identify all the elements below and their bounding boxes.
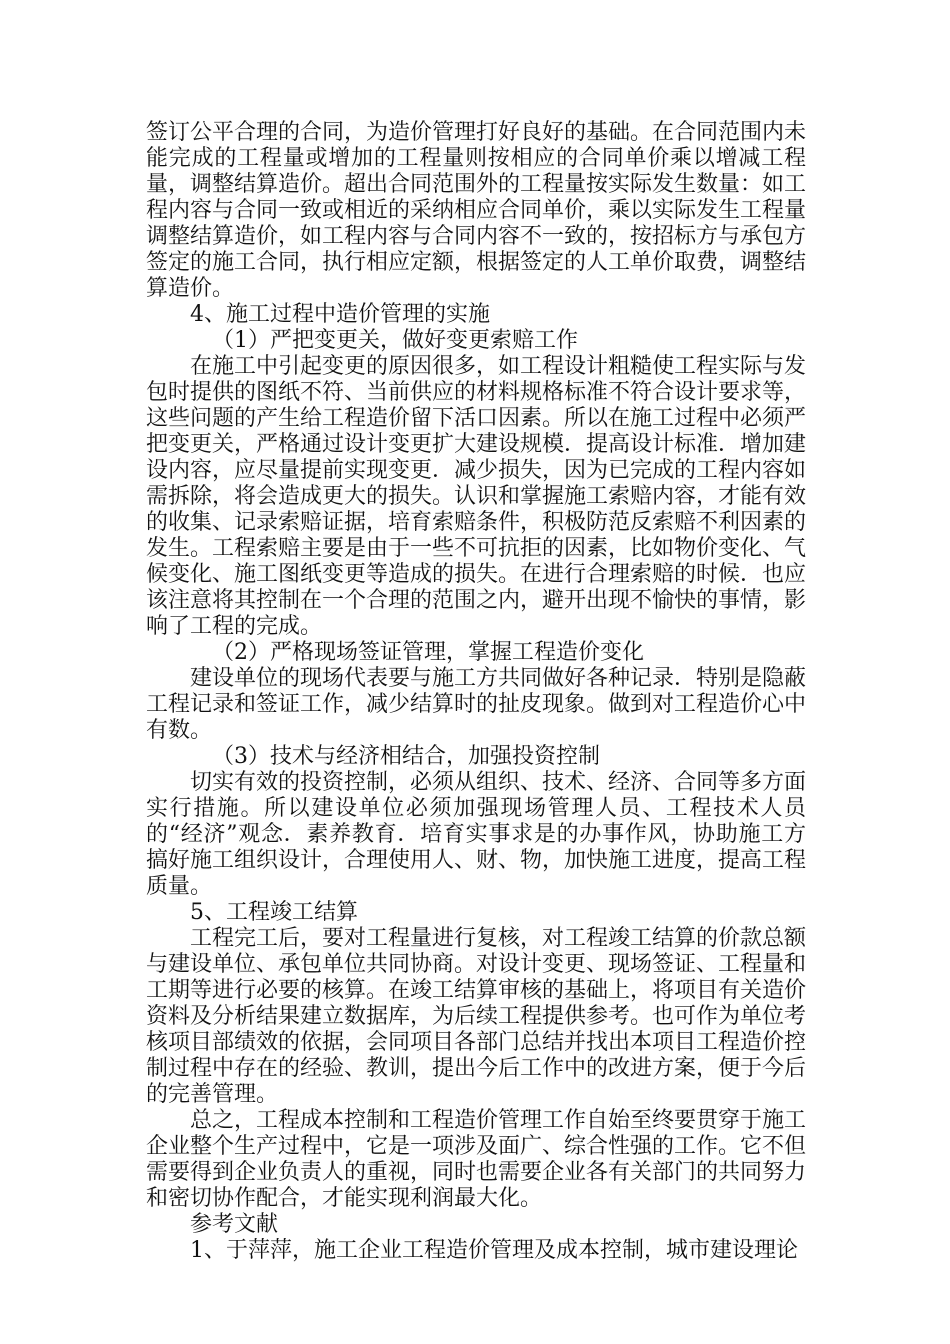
- section-heading-5: 5、工程竣工结算: [190, 900, 358, 925]
- subsection-heading-3: （3）技术与经济相结合，加强投资控制: [212, 744, 600, 769]
- document-body: [146, 120, 806, 1264]
- subsection-heading-2: （2）严格现场签证管理，掌握工程造价变化: [212, 640, 644, 665]
- section-heading-4: 4、施工过程中造价管理的实施: [190, 302, 490, 327]
- reference-item-1: 1、于萍萍，施工企业工程造价管理及成本控制，城市建设理论: [190, 1238, 798, 1263]
- paragraph-change-control: 在施工中引起变更的原因很多，如工程设计粗糙使工程实际与发包时提供的图纸不符、当前供应的材料规格标准不符合设计要求等，这些问题的产生给工程造价留下活口因素。所以在施工过程中必须严把变更关，严格通过设计变更扩大建设规模．提高设计标准．增加建设内容，应尽量提前实现变更．减少损失，因为已完成的工程内容如需拆除，将会造成更大的损失。认识和掌握施工索赔内容，才能有效的收集、记录索赔证据，培育索赔条件，积极防范反索赔不利因素的发生。工程索赔主要是由于一些不可抗拒的因素，比如物价变化、气候变化、施工图纸变更等造成的损失。在进行合理索赔的时候．也应该注意将其控制在一个合理的范围之内，避开出现不愉快的事情，影响了工程的完成。: [146, 354, 807, 639]
- paragraph-final-settlement: 工程完工后，要对工程量进行复核，对工程竣工结算的价款总额与建设单位、承包单位共同协商。对设计变更、现场签证、工程量和工期等进行必要的核算。在竣工结算审核的基础上，将项目有关造价资料及分析结果建立数据库，为后续工程提供参考。也可作为单位考核项目部绩效的依据，会同项目各部门总结并找出本项目工程造价控制过程中存在的经验、教训，提出今后工作中的改进方案，便于今后的完善管理。: [146, 926, 807, 1107]
- paragraph-conclusion: 总之，工程成本控制和工程造价管理工作自始至终要贯穿于施工企业整个生产过程中，它是一项涉及面广、综合性强的工作。它不但需要得到企业负责人的重视，同时也需要企业各有关部门的共同努力和密切协作配合，才能实现利润最大化。: [146, 1108, 807, 1211]
- paragraph-site-visa: 建设单位的现场代表要与施工方共同做好各种记录．特别是隐蔽工程记录和签证工作，减少结算时的扯皮现象。做到对工程造价心中有数。: [146, 666, 807, 743]
- paragraph-contract: 签订公平合理的合同，为造价管理打好良好的基础。在合同范围内未能完成的工程量或增加的工程量则按相应的合同单价乘以增减工程量，调整结算造价。超出合同范围外的工程量按实际发生数量：如工程内容与合同一致或相近的采纳相应合同单价，乘以实际发生工程量调整结算造价，如工程内容与合同内容不一致的，按招标方与承包方签定的施工合同，执行相应定额，根据签定的人工单价取费，调整结算造价。: [146, 120, 807, 301]
- references-heading: 参考文献: [190, 1212, 279, 1237]
- subsection-heading-1: （1）严把变更关，做好变更索赔工作: [212, 328, 578, 353]
- paragraph-investment-control: 切实有效的投资控制，必须从组织、技术、经济、合同等多方面实行措施。所以建设单位必须加强现场管理人员、工程技术人员的“经济”观念．素养教育．培育实事求是的办事作风，协助施工方搞好施工组织设计，合理使用人、财、物，加快施工进度，提高工程质量。: [146, 770, 807, 899]
